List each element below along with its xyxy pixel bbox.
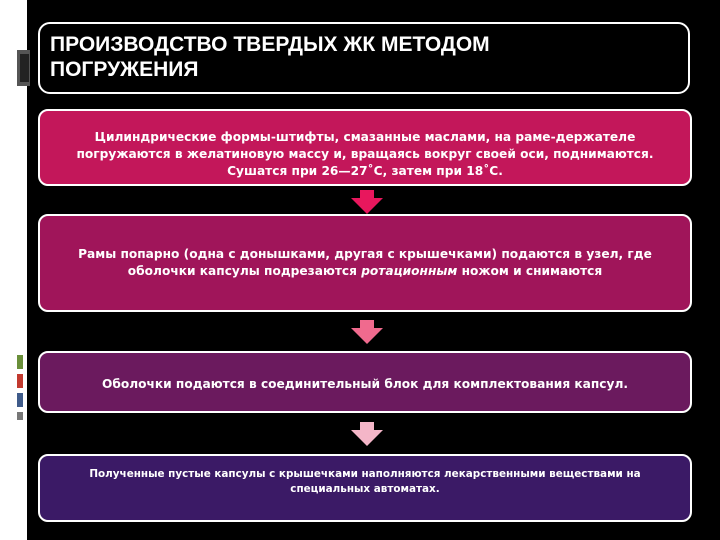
process-step-2 — [38, 214, 692, 312]
down-arrow-shape — [351, 190, 383, 214]
down-arrow-icon — [351, 422, 383, 446]
process-step-3-text: Оболочки подаются в соединительный блок для комплектования капсул. — [101, 376, 629, 391]
decorative-accent-blue — [17, 393, 23, 407]
process-step-4 — [38, 454, 692, 522]
down-arrow-shape — [351, 320, 383, 344]
decorative-accent-green — [17, 355, 23, 369]
down-arrow-shape — [351, 422, 383, 446]
decorative-accent-gray — [17, 412, 23, 420]
decorative-accent-red — [17, 374, 23, 388]
slide-title: ПРОИЗВОДСТВО ТВЕРДЫХ ЖК МЕТОДОМ ПОГРУЖЕНИЯ — [50, 33, 490, 81]
process-step-2-text-part2: ножом и снимаются — [457, 264, 603, 278]
process-step-1-text: Цилиндрические формы-штифты, смазанные маслами, на раме-держателе погружаются в желатиновую массу и, вращаясь вокруг своей оси, поднимаются. Сушатся при 26—27˚С, затем при 18˚С. — [76, 130, 654, 178]
process-step-2-text — [48, 246, 682, 280]
down-arrow-icon — [351, 190, 383, 214]
process-step-3 — [38, 351, 692, 413]
slide-title-box — [38, 22, 690, 94]
down-arrow-icon — [351, 320, 383, 344]
decorative-block — [20, 54, 29, 82]
process-step-2-text-part1: Рамы попарно (одна с донышками, другая с крышечками) подаются в узел, где оболочки капсулы подрезаются — [78, 247, 652, 278]
process-step-4-text: Полученные пустые капсулы с крышечками наполняются лекарственными веществами на специальных автоматах. — [89, 468, 641, 495]
process-step-1 — [38, 109, 692, 186]
process-step-2-emphasis: ротационным — [361, 264, 458, 278]
